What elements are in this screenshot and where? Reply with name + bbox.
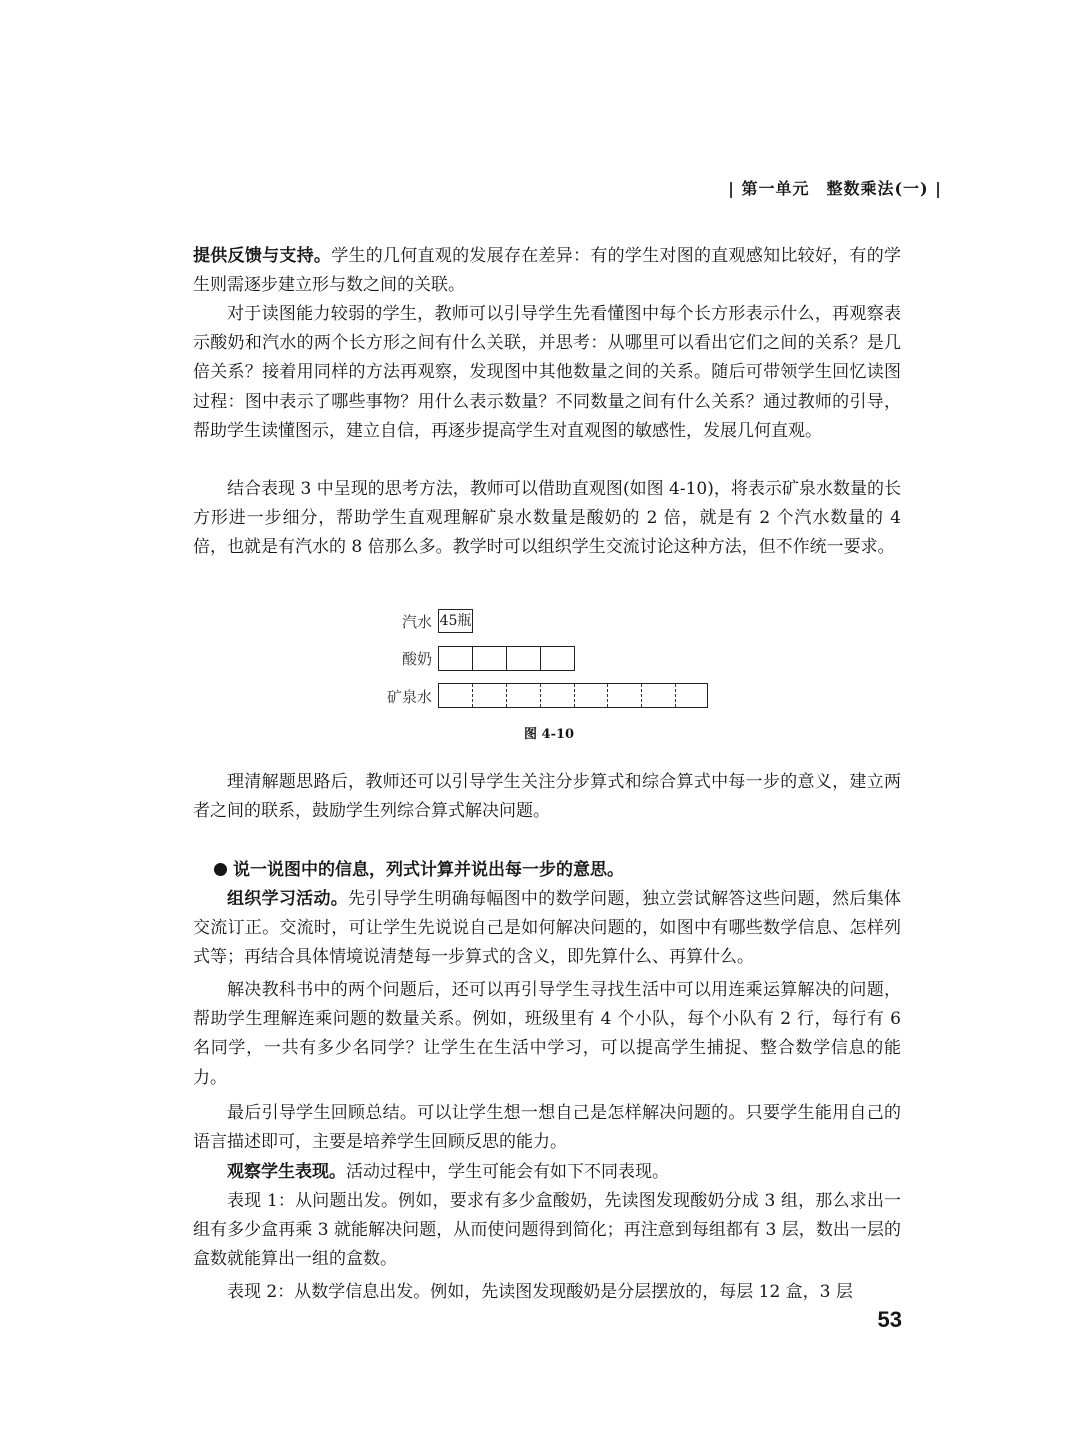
soda-box-label: 45瓶 (439, 613, 472, 629)
mineral-water-divider (675, 684, 676, 707)
paragraph-summary: 理清解题思路后，教师还可以引导学生关注分步算式和综合算式中每一步的意义，建立两者之间的联系，鼓励学生列综合算式解决问题。 (193, 772, 901, 822)
mineral-water-divider (607, 684, 608, 707)
figure-caption: 图 4-10 (524, 727, 575, 742)
bullet-text: 说一说图中的信息，列式计算并说出每一步的意思。 (233, 860, 624, 880)
mineral-water-divider (574, 684, 575, 707)
running-header: | 第一单元 整数乘法(一) | (728, 179, 942, 198)
mineral-water-divider (506, 684, 507, 707)
row-label-soda: 汽水 (401, 613, 432, 631)
paragraph-text: 学生的几何直观的发展存在差异：有的学生对图的直观感知比较好，有的学生则需逐步建立形与数之间的关联。 (193, 246, 902, 296)
paragraph-expression-2: 表现 2：从数学信息出发。例如，先读图发现酸奶是分层摆放的，每层 12 盒，3 层 (227, 1282, 853, 1302)
paragraph-review: 最后引导学生回顾总结。可以让学生想一想自己是怎样解决问题的。只要学生能用自己的语言描述即可，主要是培养学生回顾反思的能力。 (193, 1103, 901, 1153)
bullet-dot-icon (214, 863, 227, 876)
paragraph-text: 先引导学生明确每幅图中的数学问题，独立尝试解答这些问题，然后集体交流订正。交流时，可让学生先说说自己是如何解决问题的，如图中有哪些数学信息、怎样列式等；再结合具体情境说清楚每一步算式的含义，即先算什么、再算什么。 (193, 889, 902, 968)
paragraph-lead: 提供反馈与支持。 (193, 246, 332, 266)
row-label-yogurt: 酸奶 (401, 650, 432, 668)
yogurt-divider (472, 647, 473, 670)
mineral-water-divider (540, 684, 541, 707)
page-number: 53 (877, 1307, 902, 1332)
yogurt-divider (540, 647, 541, 670)
mineral-water-box (438, 683, 708, 708)
activity-bullet (214, 856, 901, 885)
row-label-mineral-water: 矿泉水 (386, 688, 432, 706)
paragraph-life-problems: 解决教科书中的两个问题后，还可以再引导学生寻找生活中可以用连乘运算解决的问题，帮助学生理解连乘问题的数量关系。例如，班级里有 4 个小队，每个小队有 2 行，每行有 6 名同学，一共有多少名同学？让学生在生活中学习，可以提高学生捕捉、整合数学信息的能力。 (193, 980, 901, 1088)
paragraph-text: 活动过程中，学生可能会有如下不同表现。 (346, 1162, 669, 1182)
yogurt-box (438, 646, 575, 671)
paragraph-observe (193, 1158, 901, 1187)
paragraph-expression-3: 结合表现 3 中呈现的思考方法，教师可以借助直观图(如图 4-10)，将表示矿泉水数量的长方形进一步细分，帮助学生直观理解矿泉水数量是酸奶的 2 倍，就是有 2 个汽水数量的 4 倍，也就是有汽水的 8 倍那么多。教学时可以组织学生交流讨论这种方法，但不作统一要求。 (193, 479, 901, 558)
yogurt-divider (506, 647, 507, 670)
paragraph-lead: 观察学生表现。 (227, 1162, 346, 1182)
paragraph-expression-1: 表现 1：从问题出发。例如，要求有多少盒酸奶，先读图发现酸奶分成 3 组，那么求出一组有多少盒再乘 3 就能解决问题，从而使问题得到简化；再注意到每组都有 3 层，数出一层的盒数就能算出一组的盒数。 (193, 1191, 901, 1270)
paragraph-organize (193, 885, 901, 973)
paragraph-weak-readers: 对于读图能力较弱的学生，教师可以引导学生先看懂图中每个长方形表示什么，再观察表示酸奶和汽水的两个长方形之间有什么关联，并思考：从哪里可以看出它们之间的关系？是几倍关系？接着用同样的方法再观察，发现图中其他数量之间的关系。随后可带领学生回忆读图过程：图中表示了哪些事物？用什么表示数量？不同数量之间有什么关系？通过教师的引导，帮助学生读懂图示，建立自信，再逐步提高学生对直观图的敏感性，发展几何直观。 (193, 304, 901, 441)
paragraph-lead: 组织学习活动。 (227, 889, 349, 909)
soda-box (438, 609, 473, 633)
mineral-water-divider (641, 684, 642, 707)
paragraph-feedback (193, 242, 901, 300)
mineral-water-divider (472, 684, 473, 707)
